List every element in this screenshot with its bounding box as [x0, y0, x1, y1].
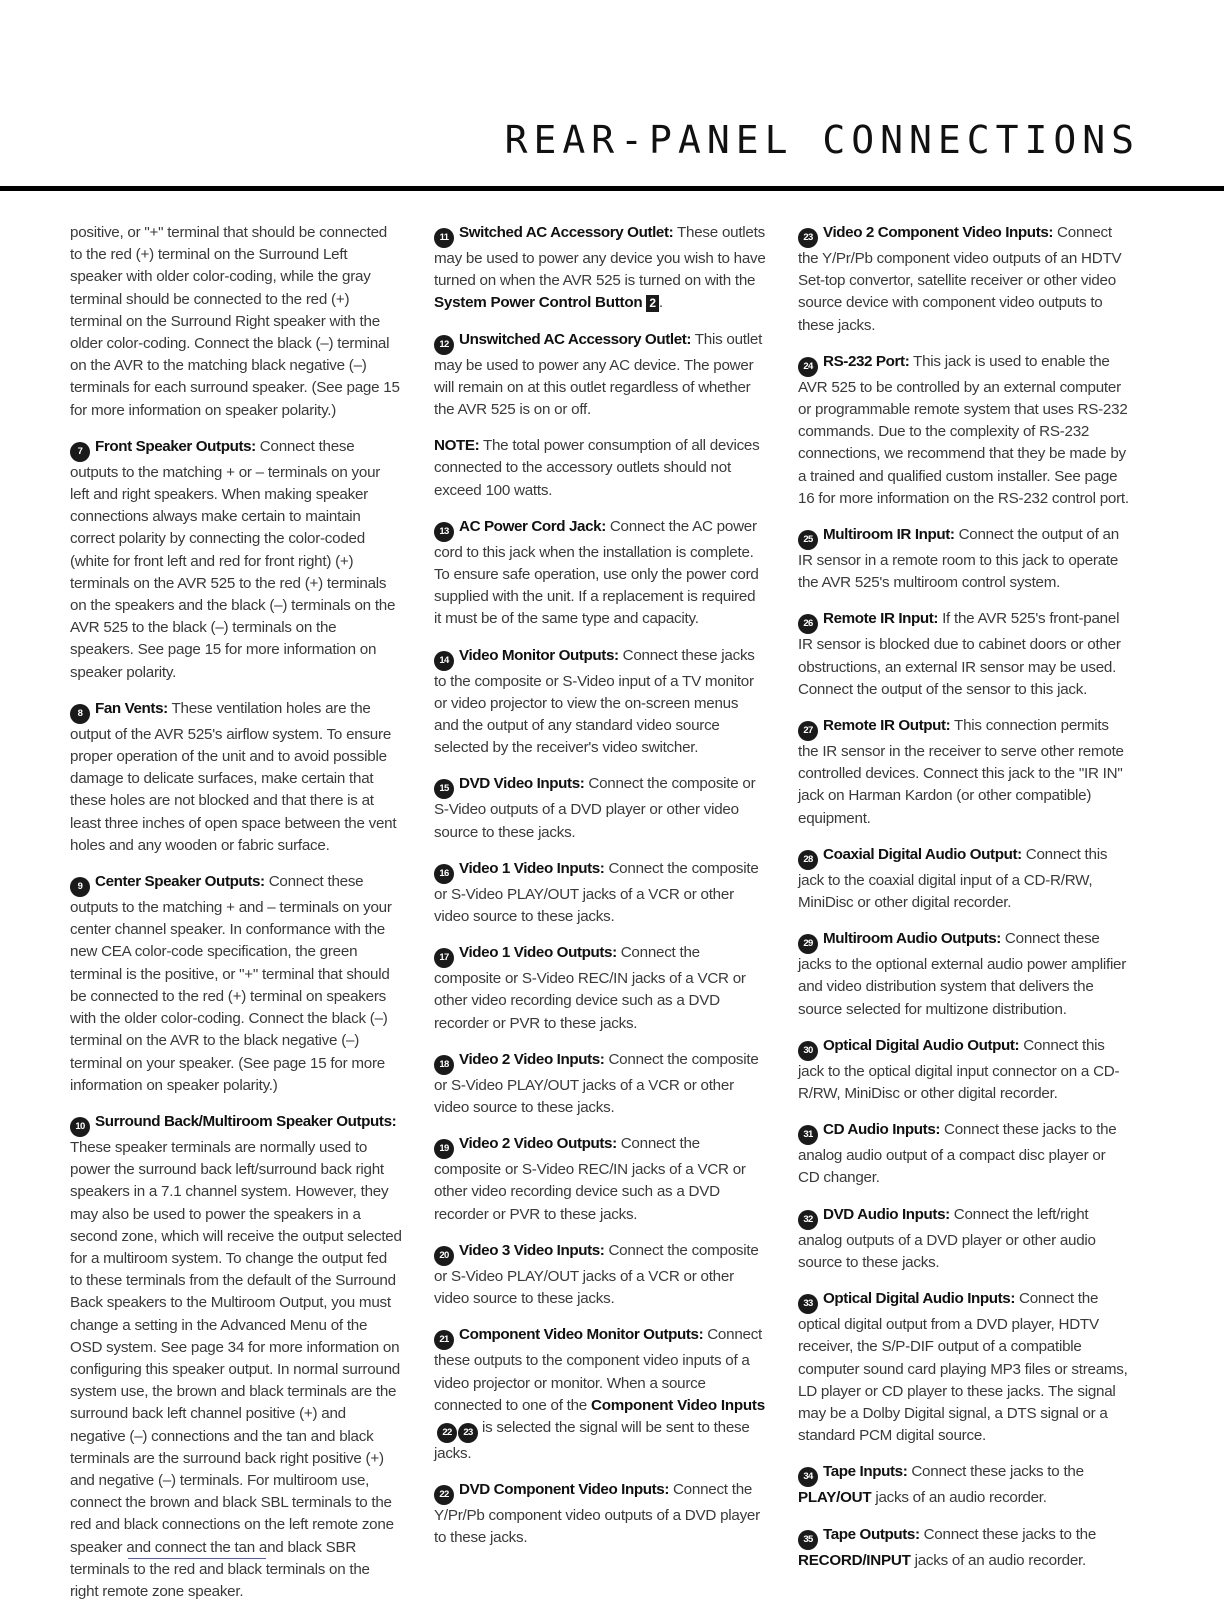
note [434, 435, 766, 502]
item-label: Center Speaker Outputs: [95, 873, 265, 891]
callout-number-icon: 29 [798, 934, 818, 954]
item-label: DVD Audio Inputs: [823, 1205, 950, 1223]
item-text-end: is selected the signal will be sent to these jacks. [434, 1418, 750, 1462]
item-30 [798, 1035, 1130, 1105]
item-text: Connect the composite or S-Video REC/IN jacks of a VCR or other video recording device such as a DVD recorder or PVR to these jacks. [434, 1135, 746, 1223]
item-label: DVD Component Video Inputs: [459, 1481, 669, 1499]
item-7 [70, 436, 402, 684]
item-28 [798, 844, 1130, 914]
item-11 [434, 222, 766, 315]
item-text: Connect the left/right analog outputs of a DVD player or other audio source to these jacks. [798, 1205, 1096, 1271]
note-text: The total power consumption of all devices connected to the accessory outlets should not exceed 100 watts. [434, 437, 760, 499]
item-text: Connect the composite or S-Video outputs of a DVD player or other video source to these jacks. [434, 775, 756, 841]
item-text: This outlet may be used to power any AC device. The power will remain on at this outlet regardless of whether the AVR 525 is on or off. [434, 330, 763, 419]
note-label: NOTE: [434, 437, 480, 455]
callout-number-icon: 10 [70, 1117, 90, 1137]
item-text: Connect the composite or S-Video PLAY/OUT jacks of a VCR or other video source to these jacks. [434, 1050, 759, 1117]
item-label: AC Power Cord Jack: [459, 517, 606, 535]
jack-name: PLAY/OUT [798, 1489, 872, 1507]
item-label: Optical Digital Audio Output: [823, 1036, 1020, 1054]
item-text: Connect the output of an IR sensor in a remote room to this jack to operate the AVR 525's multiroom control system. [798, 526, 1119, 592]
item-text: Connect the Y/Pr/Pb component video outputs of an HDTV Set-top convertor, satellite receiver or other video source device with component video outputs to these jacks. [798, 224, 1122, 334]
item-13 [434, 516, 766, 631]
item-label: Video 2 Video Outputs: [459, 1135, 617, 1153]
item-text: Connect the composite or S-Video REC/IN jacks of a VCR or other video recording device such as a DVD recorder or PVR to these jacks. [434, 944, 746, 1032]
callout-number-icon: 33 [798, 1294, 818, 1314]
item-text: Connect the Y/Pr/Pb component video outputs of a DVD player to these jacks. [434, 1481, 760, 1547]
callout-number-icon: 24 [798, 357, 818, 377]
item-text: Connect the composite or S-Video PLAY/OUT jacks of a VCR or other video source to these jacks. [434, 1241, 759, 1308]
callout-number-icon: 11 [434, 228, 454, 248]
item-text: Connect the AC power cord to this jack when the installation is complete. To ensure safe operation, use only the power cord supplied with the unit. If a replacement is required it must be of the same type and capacity. [434, 517, 759, 628]
item-label: Multiroom IR Input: [823, 526, 955, 544]
callout-number-icon: 35 [798, 1530, 818, 1550]
item-text-end: . [658, 294, 663, 312]
callout-number-icon: 13 [434, 522, 454, 542]
item-21 [434, 1324, 766, 1465]
item-22 [434, 1479, 766, 1549]
item-text: Connect these outputs to the matching + or – terminals on your left and right speakers. When making speaker connections always make certain to maintain correct polarity by connecting the color-coded (white for front left and red for front right) (+) terminals on the AVR 525 to the red (+) terminals on the speakers and the black (–) terminals on the AVR 525 to the black (–) terminals on the speakers. See page 15 for more information on speaker polarity. [70, 437, 396, 681]
item-label: Remote IR Output: [823, 717, 951, 735]
callout-number-icon: 31 [798, 1125, 818, 1145]
item-14 [434, 645, 766, 760]
item-19 [434, 1133, 766, 1226]
item-label: Surround Back/Multiroom Speaker Outputs: [95, 1112, 397, 1130]
item-label: Video Monitor Outputs: [459, 646, 619, 664]
callout-number-icon: 25 [798, 530, 818, 550]
callout-number-icon: 18 [434, 1055, 454, 1075]
item-15 [434, 773, 766, 843]
column-right [798, 222, 1130, 1586]
item-label: CD Audio Inputs: [823, 1121, 941, 1139]
item-text: These ventilation holes are the output of the AVR 525's airflow system. To ensure proper operation of the unit and to avoid possible damage to delicate surfaces, make certain that these holes are not blocked and that there is at least three inches of open space between the vent holes and any wooden or fabric surface. [70, 699, 397, 854]
item-label: Front Speaker Outputs: [95, 437, 256, 455]
callout-number-icon: 27 [798, 721, 818, 741]
item-24 [798, 351, 1130, 510]
item-27 [798, 715, 1130, 830]
item-label: Optical Digital Audio Inputs: [823, 1290, 1016, 1308]
item-text: Connect these jacks to the [919, 1525, 1097, 1543]
item-text: Connect the composite or S-Video PLAY/OUT jacks of a VCR or other video source to these jacks. [434, 859, 759, 926]
item-text: Connect these jacks to the composite or S-Video input of a TV monitor or video projector to view the on-screen menus and the output of any standard video source selected by the receiver's video switcher. [434, 646, 755, 757]
jack-name: RECORD/INPUT [798, 1551, 911, 1569]
callout-number-icon: 23 [798, 228, 818, 248]
item-text: Connect this jack to the optical digital input connector on a CD-R/RW, MiniDisc or other digital recorder. [798, 1036, 1120, 1103]
item-label: Tape Outputs: [823, 1525, 920, 1543]
item-text: This jack is used to enable the AVR 525 to be controlled by an external computer or programmable remote system that uses RS-232 commands. Due to the complexity of RS-232 connections, we recommend that they be made by a trained and qualified custom installer. See page 16 for more information on the RS-232 control port. [798, 352, 1129, 507]
item-text: Connect these jacks to the analog audio output of a compact disc player or CD changer. [798, 1121, 1117, 1187]
item-text: These speaker terminals are normally used to power the surround back left/surround back right speakers in a 7.1 channel system. However, they may also be used to power the speakers in a second zone, which will receive the output selected for a multiroom system. To change the output fed to these terminals from the default of the Surround Back speakers to the Multiroom Output, you must change a setting in the Advanced Menu of the OSD system. See page 34 for more information on configuring this speaker output. In normal surround system use, the brown and black terminals are the surround back left channel positive (+) and negative (–) connections and the tan and black terminals are the surround back right positive (+) and negative (–) terminals. For multiroom use, connect the brown and black SBL terminals to the red and black connections on the left remote zone speaker and connect the tan and black SBR terminals to the red and black terminals on the right remote zone speaker. [70, 1138, 402, 1600]
item-text: Connect the optical digital output from a DVD player, HDTV receiver, the S/P-DIF output of a compatible computer sound card playing MP3 files or streams, LD player or CD player to these jacks. The signal may be a Dolby Digital signal, a DTS signal or a standard PCM digital source. [798, 1290, 1128, 1445]
item-18 [434, 1049, 766, 1119]
callout-number-icon: 12 [434, 335, 454, 355]
item-label: Component Video Monitor Outputs: [459, 1326, 704, 1344]
item-label: Video 2 Video Inputs: [459, 1050, 605, 1068]
item-label: DVD Video Inputs: [459, 775, 585, 793]
item-32 [798, 1204, 1130, 1274]
control-name: System Power Control Button [434, 294, 643, 312]
item-text: Connect these jacks to the [907, 1463, 1084, 1481]
column-middle [434, 222, 766, 1564]
control-name: Component Video Inputs [590, 1396, 765, 1414]
item-text: This connection permits the IR sensor in the receiver to serve other remote controlled devices. Connect this jack to the "IR IN" jack on Harman Kardon (or other compatible) equipment. [798, 717, 1124, 827]
column-left [70, 222, 402, 1617]
item-23 [798, 222, 1130, 337]
callout-number-icon: 14 [434, 651, 454, 671]
item-16 [434, 858, 766, 928]
callout-number-icon: 22 [434, 1485, 454, 1505]
item-29 [798, 928, 1130, 1021]
control-number-badge: 2 [646, 295, 658, 312]
item-33 [798, 1288, 1130, 1447]
item-35 [798, 1524, 1130, 1572]
item-label: Video 1 Video Inputs: [459, 859, 605, 877]
footer-line [128, 1558, 266, 1559]
page-title: REAR-PANEL CONNECTIONS [504, 118, 1140, 162]
callout-number-icon: 17 [434, 948, 454, 968]
item-label: Tape Inputs: [823, 1463, 908, 1481]
item-label: Coaxial Digital Audio Output: [823, 845, 1022, 863]
callout-number-icon: 20 [434, 1246, 454, 1266]
item-label: Fan Vents: [95, 699, 168, 717]
item-8 [70, 698, 402, 857]
callout-number-icon: 21 [434, 1330, 454, 1350]
item-25 [798, 524, 1130, 594]
item-label: Video 2 Component Video Inputs: [823, 224, 1054, 241]
callout-number-icon: 22 [437, 1423, 457, 1443]
item-text-end: jacks of an audio recorder. [910, 1551, 1086, 1569]
item-label: Remote IR Input: [823, 610, 939, 628]
item-text: Connect these jacks to the optional external audio power amplifier and video distribution system that delivers the source selected for multizone distribution. [798, 930, 1127, 1018]
item-label: Unswitched AC Accessory Outlet: [459, 330, 692, 348]
item-text: Connect these outputs to the component video inputs of a video projector or monitor. When a source connected to one of the [434, 1326, 763, 1414]
callout-number-icon: 16 [434, 864, 454, 884]
item-label: Switched AC Accessory Outlet: [459, 224, 674, 241]
item-text: Connect these outputs to the matching + and – terminals on your center channel speaker. In conformance with the new CEA color-code specification, the green terminal is the positive, or "+" terminal that should be connected to the red (+) terminal on speakers with the older color-coding. Connect the black (–) terminal on the AVR to the black negative (–) terminal on your speaker. (See page 15 for more information on speaker polarity.) [70, 873, 392, 1094]
item-text: If the AVR 525's front-panel IR sensor is blocked due to cabinet doors or other obstructions, an external IR sensor may be used. Connect the output of the sensor to this jack. [798, 610, 1121, 698]
item-label: Video 3 Video Inputs: [459, 1241, 605, 1259]
callout-number-icon: 9 [70, 877, 90, 897]
item-20 [434, 1240, 766, 1310]
item-text: These outlets may be used to power any device you wish to have turned on when the AVR 525 is turned on with the [434, 224, 766, 290]
item-34 [798, 1461, 1130, 1509]
callout-number-icon: 7 [70, 442, 90, 462]
callout-number-icon: 23 [458, 1423, 478, 1443]
header-rule [0, 186, 1224, 191]
callout-number-icon: 32 [798, 1210, 818, 1230]
item-label: Multiroom Audio Outputs: [823, 930, 1001, 948]
intro-paragraph: positive, or "+" terminal that should be connected to the red (+) terminal on the Surround Left speaker with older color-coding, while the gray terminal should be connected to the red (+) terminal on the Surround Right speaker with the older color-coding. Connect the black (–) terminal on the AVR to the matching black negative (–) terminals for each surround speaker. (See page 15 for more information on speaker polarity.) [70, 224, 400, 419]
callout-number-icon: 19 [434, 1139, 454, 1159]
callout-number-icon: 30 [798, 1041, 818, 1061]
item-26 [798, 608, 1130, 701]
item-label: Video 1 Video Outputs: [459, 944, 617, 962]
item-12 [434, 329, 766, 422]
item-text: Connect this jack to the coaxial digital input of a CD-R/RW, MiniDisc or other digital recorder. [798, 845, 1108, 912]
callout-number-icon: 15 [434, 779, 454, 799]
callout-number-icon: 34 [798, 1467, 818, 1487]
callout-number-icon: 8 [70, 704, 90, 724]
item-text-end: jacks of an audio recorder. [871, 1489, 1047, 1507]
callout-number-icon: 28 [798, 850, 818, 870]
item-10 [70, 1111, 402, 1603]
callout-number-icon: 26 [798, 614, 818, 634]
item-31 [798, 1119, 1130, 1189]
item-17 [434, 942, 766, 1035]
item-label: RS-232 Port: [823, 352, 910, 370]
item-9 [70, 871, 402, 1097]
